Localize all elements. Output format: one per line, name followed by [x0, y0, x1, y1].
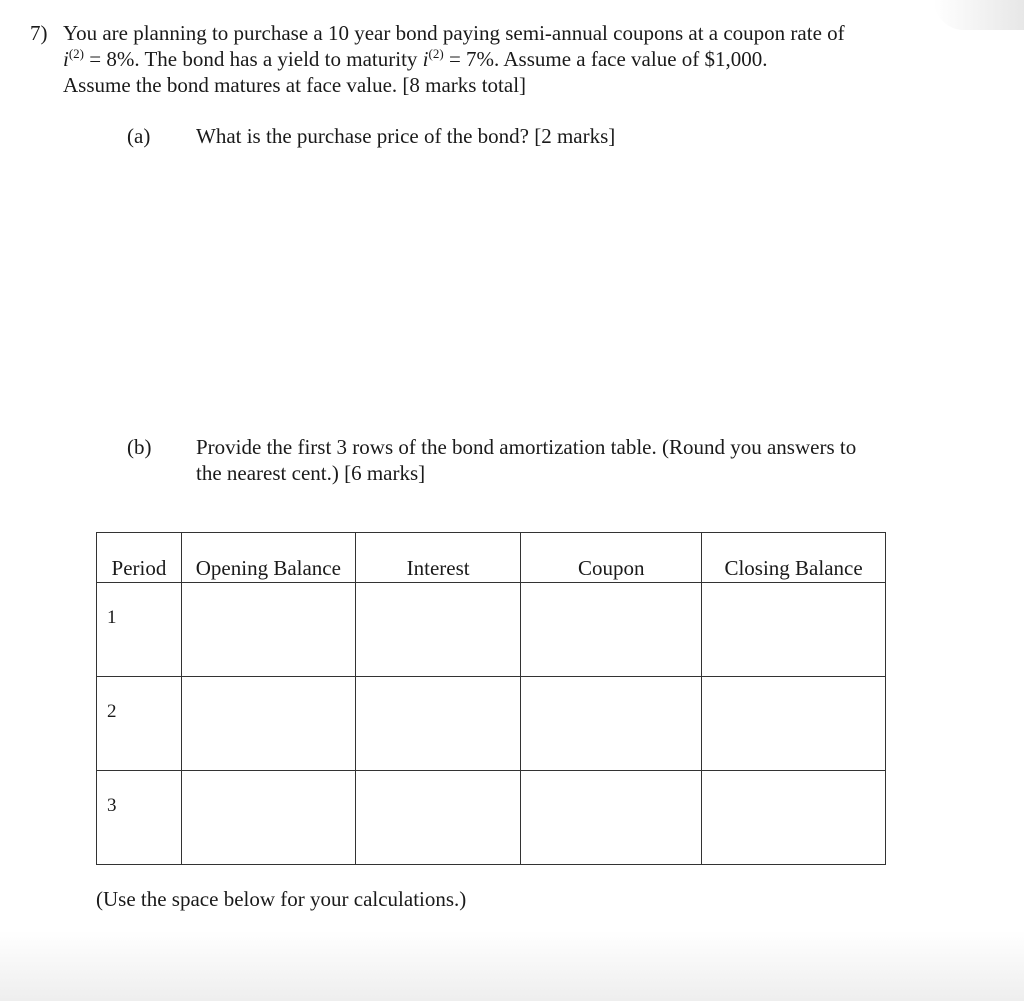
period-number: 1	[107, 607, 117, 628]
calculation-note: (Use the space below for your calculations.)	[96, 887, 467, 911]
amortization-table	[96, 532, 886, 865]
header-period: Period	[97, 533, 182, 583]
header-closing-balance: Closing Balance	[702, 533, 886, 583]
coupon-cell[interactable]	[521, 677, 702, 771]
yield-superscript: (2)	[428, 46, 444, 61]
part-b-line-1: Provide the first 3 rows of the bond amortization table. (Round you answers to	[196, 435, 857, 459]
period-cell	[97, 677, 182, 771]
closing-balance-cell[interactable]	[702, 583, 886, 677]
part-a-label: (a)	[127, 124, 151, 148]
interest-cell[interactable]	[355, 583, 521, 677]
table-row	[97, 677, 886, 771]
coupon-cell[interactable]	[521, 583, 702, 677]
opening-balance-cell[interactable]	[181, 583, 355, 677]
question-line-3: Assume the bond matures at face value. [8 marks total]	[63, 73, 527, 97]
opening-balance-cell[interactable]	[181, 677, 355, 771]
closing-balance-cell[interactable]	[702, 677, 886, 771]
coupon-rate-superscript: (2)	[68, 46, 85, 61]
period-number: 2	[107, 701, 117, 722]
coupon-rate-statement: = 8%. The bond has a yield to maturity	[84, 47, 423, 71]
interest-cell[interactable]	[355, 677, 521, 771]
yield-statement: = 7%. Assume a face value of $1,000.	[443, 47, 768, 71]
header-opening-balance: Opening Balance	[181, 533, 355, 583]
period-number: 3	[107, 795, 117, 816]
yield-symbol: i	[422, 47, 429, 71]
page-corner-shadow	[934, 0, 1024, 30]
part-b-label: (b)	[127, 435, 152, 459]
opening-balance-cell[interactable]	[181, 771, 355, 865]
table-header-row	[97, 533, 886, 583]
period-cell	[97, 583, 182, 677]
table-row	[97, 583, 886, 677]
header-interest: Interest	[355, 533, 521, 583]
closing-balance-cell[interactable]	[702, 771, 886, 865]
question-number: 7)	[30, 21, 48, 45]
question-line-2	[63, 46, 913, 72]
part-a-text: What is the purchase price of the bond? [2 marks]	[196, 124, 616, 148]
coupon-rate-symbol: i	[63, 47, 69, 71]
part-b-line-2: the nearest cent.) [6 marks]	[196, 461, 426, 485]
part-b-text	[196, 434, 916, 486]
interest-cell[interactable]	[355, 771, 521, 865]
table-row	[97, 771, 886, 865]
coupon-cell[interactable]	[521, 771, 702, 865]
page-bottom-shadow	[0, 931, 1024, 1001]
question-line-1: You are planning to purchase a 10 year bond paying semi-annual coupons at a coupon rate of	[63, 21, 845, 45]
question-text	[63, 20, 913, 98]
period-cell	[97, 771, 182, 865]
header-coupon: Coupon	[521, 533, 702, 583]
